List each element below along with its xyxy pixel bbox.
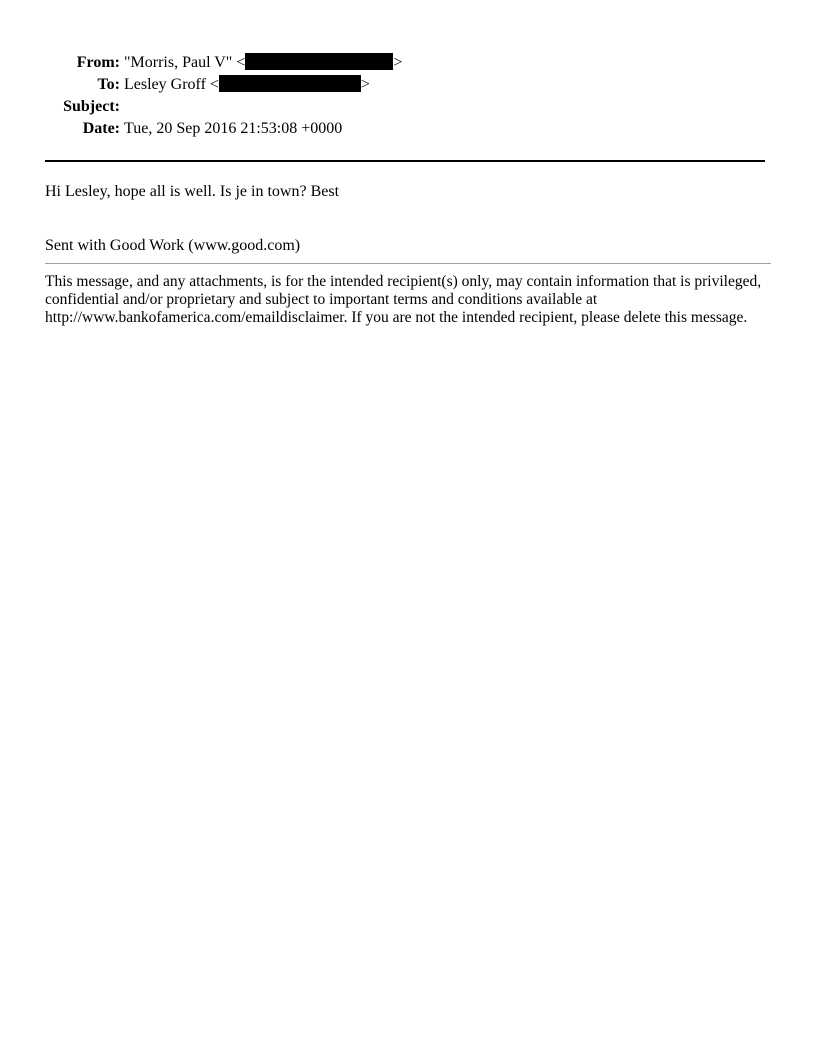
from-name: "Morris, Paul V" <	[124, 54, 246, 71]
to-name: Lesley Groff <	[124, 76, 219, 93]
subject-label: Subject:	[63, 98, 120, 115]
redacted-block	[219, 75, 361, 92]
to-close: >	[360, 76, 370, 93]
from-value	[124, 52, 402, 74]
redacted-block	[245, 53, 393, 70]
from-label: From:	[76, 54, 120, 71]
to-value	[124, 74, 370, 96]
signature: Sent with Good Work (www.good.com)	[45, 237, 301, 254]
from-close: >	[393, 54, 403, 71]
to-label: To:	[97, 76, 120, 93]
date-label: Date:	[82, 120, 120, 137]
header-divider	[45, 160, 765, 162]
disclaimer: This message, and any attachments, is for the intended recipient(s) only, may contain information that is privileged, confidential and/or proprietary and subject to important terms and conditions available at http://www.bankofamerica.com/emaildisclaimer. If you are not the intended recipient, please delete this message.	[45, 273, 762, 326]
message-body: Hi Lesley, hope all is well. Is je in town? Best	[45, 183, 340, 200]
date-value: Tue, 20 Sep 2016 21:53:08 +0000	[124, 120, 343, 137]
signature-divider	[45, 263, 771, 264]
